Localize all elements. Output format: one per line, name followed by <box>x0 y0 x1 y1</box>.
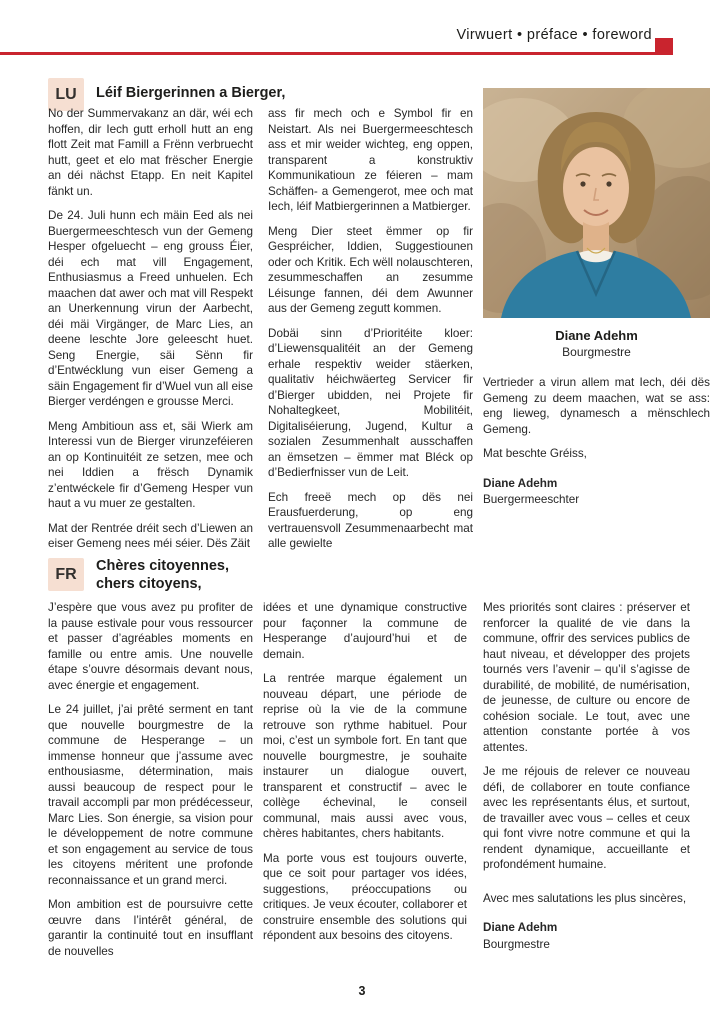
lu-signature-name: Diane Adehm <box>483 476 558 490</box>
lu-paragraph: ass fir mech och e Symbol fir en Neistart. Als nei Buergermeeschtesch ass et mir weider wichteg, eng oppen, transparent a konstruktiv Kommunikatioun ze féieren – mam Schäffen- a Gemengerot, mee och mat Iech, léif Matbiergerinnen a Matbierger. <box>268 107 473 213</box>
language-badge-fr: FR <box>48 558 84 591</box>
fr-paragraph: Mes priorités sont claires : préserver et renforcer la qualité de vie dans la commune, offrir des services publics de haut niveau, et développer des projets tournés vers l’avenir – qu’il s’agisse de durabilité, de mobilité, de numérisation, de jeunesse, de culture ou encore de cohésion sociale. Le tout, avec une attention constante portée à vos attentes. <box>483 601 690 754</box>
fr-signature-name: Diane Adehm <box>483 921 558 934</box>
lu-paragraph: Vertrieder a virun allem mat Iech, déi dës Gemeng zu deem maachen, wat se ass: eng lieweg, dynamesch a mënschlech Gemeng. <box>483 376 710 436</box>
fr-column-3 <box>483 600 690 952</box>
fr-paragraph: J’espère que vous avez pu profiter de la pause estivale pour vous ressourcer et passer d’agréables moments en famille ou entre amis. Une nouvelle étape s’ouvre désormais devant nous, avec énergie et engagement. <box>48 601 253 692</box>
fr-section-heading <box>96 557 229 593</box>
lu-paragraph: Mat der Rentrée dréit sech d’Liewen an eiser Gemeng nees méi séier. Dës Zäit <box>48 521 253 550</box>
fr-paragraph: Ma porte vous est toujours ouverte, que ce soit pour partager vos idées, suggestions, préoccupations ou critiques. Je veux écouter, collaborer et construire ensemble des solutions qui répondent aux besoins des citoyens. <box>263 851 467 942</box>
fr-paragraph: Mon ambition est de poursuivre cette œuvre dans l’intérêt général, de garantir la continuité tout en insufflant de nouvelles <box>48 898 253 958</box>
fr-paragraph: idées et une dynamique constructive pour façonner la commune de Hesperange d’aujourd’hui et de demain. <box>263 601 467 661</box>
lu-paragraph: No der Summervakanz an där, wéi ech hoffen, dir Iech gutt erholl hutt an eng flott Zeit mat Famill a Frënn verbruecht hutt, geet et elo mat frëscher Energie an déi nächst Etapp. En neit Kapitel fänkt un. <box>48 107 253 198</box>
lu-paragraph: Meng Ambitioun ass et, säi Wierk am Interessi vun de Bierger virunzeféieren an op Kontinuitéit ze setzen, mee och nei Iddien a frësch Dynamik z’entwéckele fir d’Gemeng Hesper vun haut a vu muer ze gestalten. <box>48 419 253 510</box>
portrait-column <box>483 88 710 508</box>
header-rule <box>0 52 673 55</box>
photo-caption-title: Bourgmestre <box>562 345 631 359</box>
lu-column-2 <box>268 106 473 561</box>
fr-heading-line1: Chères citoyennes, <box>96 558 229 574</box>
lu-column-1 <box>48 106 253 561</box>
photo-caption-name: Diane Adehm <box>555 328 638 343</box>
fr-column-2 <box>263 600 467 953</box>
fr-signature-title: Bourgmestre <box>483 937 550 951</box>
lu-closing: Mat beschte Gréiss, <box>483 447 587 460</box>
page-number: 3 <box>358 984 366 998</box>
language-badge-lu: LU <box>48 78 84 111</box>
breadcrumb: Virwuert • préface • foreword <box>456 27 652 43</box>
lu-signature-title: Buergermeeschter <box>483 493 580 506</box>
portrait-photo <box>483 88 710 318</box>
fr-closing: Avec mes salutations les plus sincères, <box>483 891 687 905</box>
fr-paragraph: La rentrée marque également un nouveau départ, une période de reprise où la vie de la commune retrouve son rythme habituel. Pour moi, c’est un symbole fort. En tant que nouvelle bourgmestre, je souhaite instaurer un dialogue ouvert, transparent et constructif – avec le collège échevinal, le conseil communal, mais aussi avec vous, chères habitantes, chers habitants. <box>263 672 467 840</box>
lu-paragraph: Ech freeë mech op dës nei Erausfuerderung, op eng vertrauensvoll Zesummenaarbecht mat alle gewielte <box>268 490 473 550</box>
header-accent-square <box>655 38 673 55</box>
lu-paragraph: Dobäi sinn d’Prioritéite kloer: d’Liewensqualitéit an der Gemeng erhale respektiv weider stäerken, qualitativ héichwäerteg Servicer fir d’Bierger ubidden, nei Projete fir Nohaltegkeet, Mobilitéit, Digitaliséierung, Jugend, Kultur a sozialen Zesummenhalt ausschaffen an ëmsetzen – ëmmer mat Bléck op d’Bedierfnisser vun de Leit. <box>268 326 473 479</box>
lu-paragraph: De 24. Juli hunn ech mäin Eed als nei Buergermeeschtesch vun der Gemeng Hesper ofgeluecht – eng grouss Éier, déi ech mat vill Engagement, Enthusiasmus a Freed unhuelen. Ech maachen dat awer och mat vill Respekt an Unerkennung virun der Aarbecht, déi mäi Virgänger, de Marc Lies, an deene leschte Jore geleescht huet. Seng Energie, säi Sënn fir d’Entwécklung vun eiser Gemeng a säin Engagement fir d’Wuel vun all eise Bierger verdéngen e grousse Merci. <box>48 209 253 408</box>
fr-paragraph: Je me réjouis de relever ce nouveau défi, de collaborer en toute confiance avec les représentants élus, et surtout, de travailler avec vous – celles et ceux qui font vivre notre commune et qui la rendent dynamique, accueillante et profondément humaine. <box>483 765 690 871</box>
fr-column-1 <box>48 600 253 968</box>
lu-section-heading: Léif Biergerinnen a Bierger, <box>96 85 286 101</box>
fr-heading-line2: chers citoyens, <box>96 576 202 592</box>
lu-paragraph: Meng Dier steet ëmmer op fir Gespréicher, Iddien, Suggestiounen oder och Kritik. Ech wëll nolauschteren, zesummeschaffen an zesumme Léisunge fannen, déi dem Awunner aus der Gemeng zegutt kommen. <box>268 224 473 315</box>
fr-paragraph: Le 24 juillet, j’ai prêté serment en tant que nouvelle bourgmestre de la commune de Hesperange – un immense honneur que j’assume avec enthousiasme, détermination, mais aussi beaucoup de respect pour le travail accompli par mon prédécesseur, Marc Lies. Son énergie, sa vision pour le développement de notre commune et son engagement au service de tous les citoyens méritent une profonde reconnaissance et un grand merci. <box>48 703 253 887</box>
